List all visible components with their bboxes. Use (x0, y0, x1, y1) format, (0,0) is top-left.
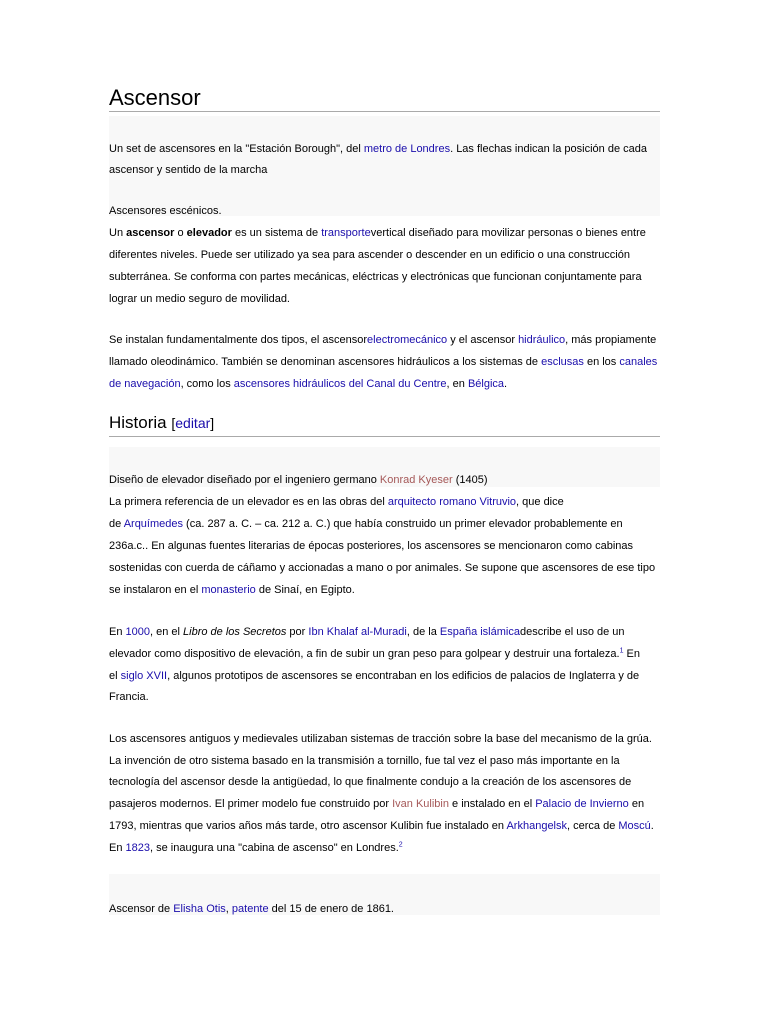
text: es un sistema de (231, 227, 322, 239)
text: , cerca de (567, 820, 619, 832)
text: vertical diseñado para movilizar personas o bienes entre (370, 227, 646, 239)
paragraph-line (109, 583, 669, 597)
paragraph-line (109, 647, 669, 661)
heading-text: Historia (109, 413, 167, 432)
link-1000[interactable]: 1000 (125, 626, 150, 638)
link-belgica[interactable]: Bélgica (467, 378, 505, 390)
text: y el ascensor (447, 334, 519, 346)
paragraph-line: Los ascensores antiguos y medievales utilizaban sistemas de tracción sobre la base del mecanismo de la grúa. (109, 733, 652, 745)
link-konrad-kyeser[interactable]: Konrad Kyeser (379, 474, 453, 486)
link-elisha-otis[interactable]: Elisha Otis (173, 903, 226, 915)
link-arquimedes[interactable]: Arquímedes (123, 518, 183, 530)
text: o (174, 227, 187, 239)
bracket: ] (210, 415, 215, 431)
paragraph-line: diferentes niveles. Puede ser utilizado ya sea para ascender o descender en un edificio o una construcción (109, 249, 630, 261)
text: llamado oleodinámico. También se denominan ascensores hidráulicos a los sistemas de (109, 356, 542, 368)
link-canales[interactable]: canales (619, 356, 658, 368)
text: en los (583, 356, 620, 368)
link-patente[interactable]: patente (231, 903, 269, 915)
text: de Sinaí, en Egipto. (255, 584, 355, 596)
text: e instalado en el (448, 798, 536, 810)
text: , algunos prototipos de ascensores se encontraban en los edificios de palacios de Inglaterra y de (167, 670, 640, 682)
text: , que dice (516, 496, 564, 508)
text: el (109, 670, 121, 682)
caption-text: Diseño de elevador diseñado por el ingeniero germano (109, 474, 380, 486)
paragraph-line (109, 333, 669, 347)
book-title: Libro de los Secretos (183, 626, 287, 638)
caption-text: Ascensor de (109, 903, 174, 915)
caption-line: ascensor y sentido de la marcha (109, 164, 268, 176)
paragraph-line: 236a.c.. En algunas fuentes literarias de épocas posteriores, los ascensores se mencionaron como cabinas (109, 540, 634, 552)
caption-text: , (225, 903, 232, 915)
section-heading-historia (109, 412, 660, 437)
footnote-1[interactable]: 1 (619, 647, 624, 655)
text: , se inaugura una "cabina de ascenso" en Londres. (150, 842, 399, 854)
caption-text: . Las flechas indican la posición de cada (450, 143, 647, 155)
link-ivan-kulibin[interactable]: Ivan Kulibin (392, 798, 449, 810)
caption-line (109, 142, 669, 156)
text: . (504, 378, 508, 390)
link-1823[interactable]: 1823 (125, 842, 150, 854)
paragraph-line: La invención de otro sistema basado en la transmisión a tornillo, fue tal vez el paso más importante en la (109, 755, 620, 767)
paragraph-line: lograr un medio seguro de movilidad. (109, 293, 290, 305)
text: La primera referencia de un elevador es en las obras del (109, 496, 388, 508)
caption-line (109, 902, 669, 916)
text: 1793, mientras que varios años más tarde, otro ascensor Kulibin fue instalado en (109, 820, 507, 832)
text: , de la (406, 626, 440, 638)
paragraph-line (109, 625, 669, 639)
text: en (628, 798, 645, 810)
link-monasterio[interactable]: monasterio (201, 584, 256, 596)
paragraph-line: subterránea. Se conforma con partes mecánicas, eléctricas y electrónicas que funcionan conjuntamente para (109, 271, 642, 283)
paragraph-line (109, 841, 669, 855)
text: , como los (180, 378, 234, 390)
text: elevador como dispositivo de elevación, a fin de subir un gran peso para golpear y destruir una fortaleza. (109, 648, 620, 660)
paragraph-line (109, 669, 669, 683)
paragraph-line: tecnología del ascensor desde la antigüedad, lo que finalmente condujo a la creación de los ascensores de (109, 776, 632, 788)
text: En (109, 842, 126, 854)
text: describe el uso de un (519, 626, 625, 638)
text: Un (109, 227, 127, 239)
text: En (109, 626, 126, 638)
link-de-navegacion[interactable]: de navegación (109, 378, 181, 390)
text: En (623, 648, 641, 660)
link-ibn-khalaf[interactable]: Ibn Khalaf al-Muradi (308, 626, 407, 638)
edit-link[interactable]: editar (175, 415, 211, 431)
link-hidraulico[interactable]: hidráulico (518, 334, 566, 346)
paragraph-line (109, 517, 669, 531)
link-esclusas[interactable]: esclusas (541, 356, 584, 368)
link-moscu[interactable]: Moscú (618, 820, 651, 832)
caption-scenic: Ascensores escénicos. (109, 205, 222, 217)
text: (ca. 287 a. C. – ca. 212 a. C.) que había construido un primer elevador probablemente en (183, 518, 623, 530)
page-title: Ascensor (109, 84, 660, 112)
text: , en (446, 378, 468, 390)
paragraph-line (109, 377, 669, 391)
paragraph-line (109, 819, 669, 833)
caption-line (109, 473, 669, 487)
text: , más propiamente (565, 334, 657, 346)
paragraph-line: Francia. (109, 691, 149, 703)
caption-text: (1405) (452, 474, 488, 486)
paragraph-line: sostenidas con cuerda de cáñamo y accionadas a mano o por animales. Se supone que ascensores de ese tipo (109, 562, 656, 574)
bold-term: ascensor (126, 227, 175, 239)
link-espana-islamica[interactable]: España islámica (439, 626, 520, 638)
footnote-2[interactable]: 2 (398, 841, 403, 849)
paragraph-line (109, 495, 669, 509)
text: se instalaron en el (109, 584, 202, 596)
link-vitruvio[interactable]: arquitecto romano Vitruvio (387, 496, 517, 508)
paragraph-line (109, 226, 669, 240)
text: Se instalan fundamentalmente dos tipos, el ascensor (109, 334, 368, 346)
paragraph-line (109, 797, 669, 811)
paragraph-line (109, 355, 669, 369)
text: por (286, 626, 309, 638)
caption-text: Un set de ascensores en la "Estación Borough", del (109, 143, 364, 155)
bracket: [ (171, 415, 176, 431)
link-metro-de-londres[interactable]: metro de Londres (363, 143, 451, 155)
edit-section (171, 415, 214, 431)
link-palacio-de-invierno[interactable]: Palacio de Invierno (535, 798, 629, 810)
text: de (109, 518, 124, 530)
link-transporte[interactable]: transporte (321, 227, 371, 239)
text: . (650, 820, 654, 832)
link-arkhangelsk[interactable]: Arkhangelsk (506, 820, 568, 832)
text: pasajeros modernos. El primer modelo fue construido por (109, 798, 393, 810)
link-siglo-xvii[interactable]: siglo XVII (120, 670, 168, 682)
text: , en el (150, 626, 184, 638)
link-electromecanico[interactable]: electromecánico (367, 334, 448, 346)
link-ascensores-canal-du-centre[interactable]: ascensores hidráulicos del Canal du Centre (233, 378, 447, 390)
caption-text: del 15 de enero de 1861. (268, 903, 394, 915)
bold-term: elevador (186, 227, 232, 239)
